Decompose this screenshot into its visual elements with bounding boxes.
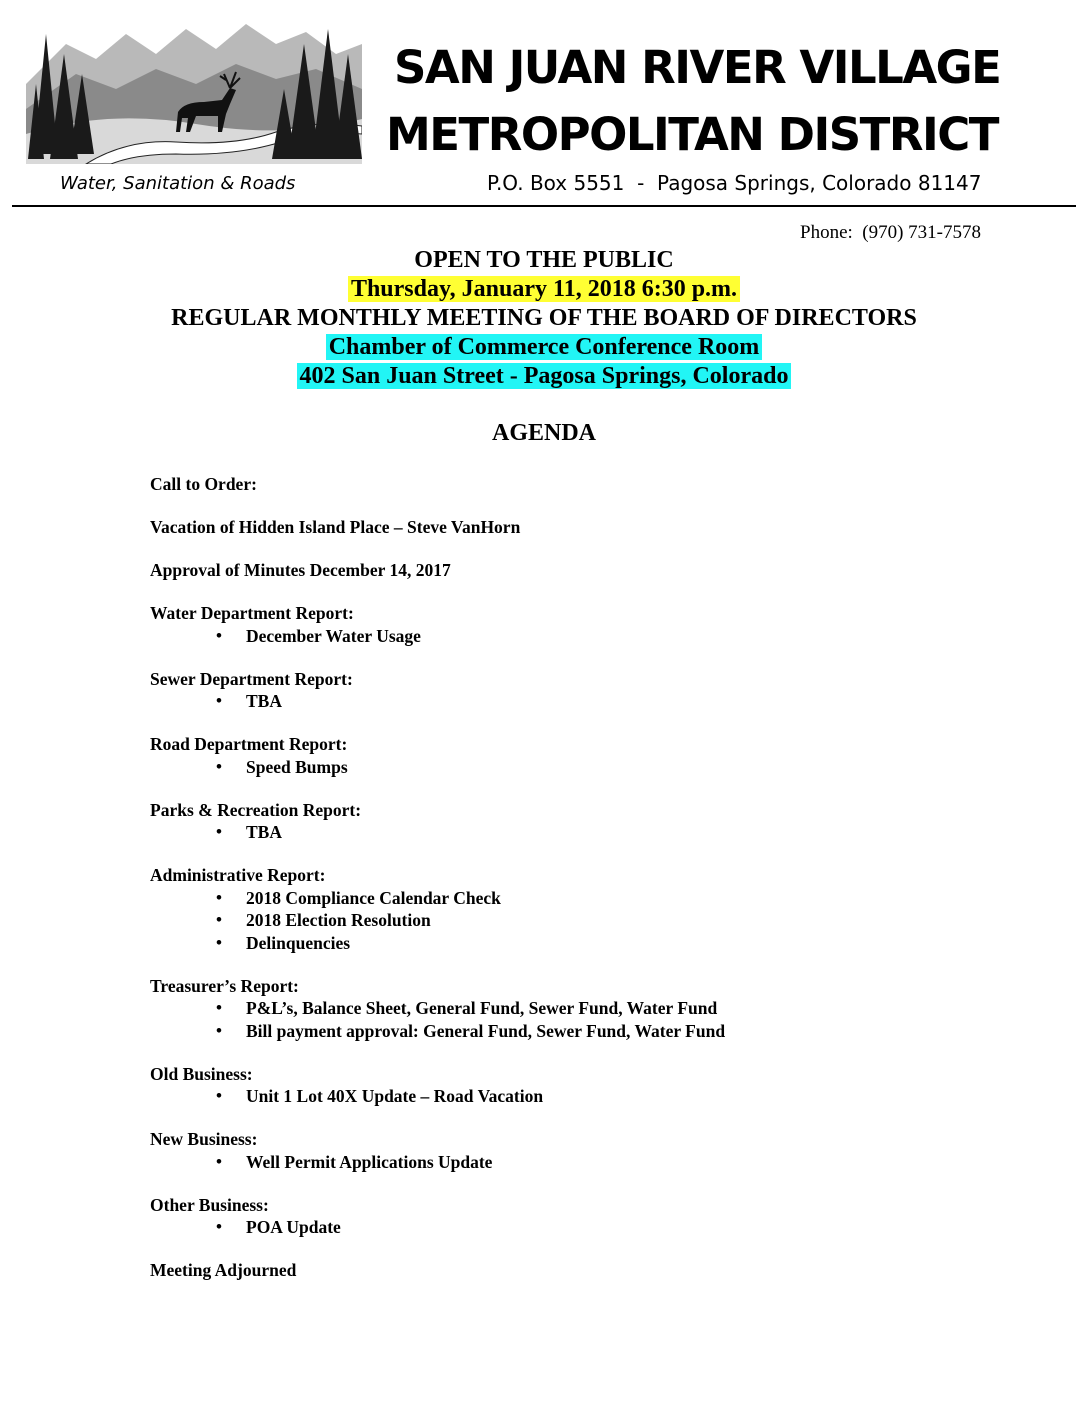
bullet-icon: • — [216, 756, 222, 776]
bullet-icon: • — [216, 887, 222, 907]
agenda-section-title: Old Business: — [150, 1063, 253, 1084]
agenda-section — [150, 799, 1030, 844]
open-to-public-heading — [0, 246, 1088, 274]
header-divider — [12, 205, 1076, 207]
agenda-bullet-item — [150, 756, 1030, 779]
meeting-date-line — [0, 275, 1088, 303]
agenda-section — [150, 1128, 1030, 1173]
meeting-date-text: Thursday, January 11, 2018 6:30 p.m. — [348, 276, 740, 302]
agenda-section-title: Treasurer’s Report: — [150, 975, 299, 996]
open-to-public-text: OPEN TO THE PUBLIC — [414, 247, 674, 273]
agenda-item-text: Delinquencies — [246, 932, 351, 953]
agenda-section — [150, 668, 1030, 713]
agenda-section — [150, 473, 1030, 496]
tagline: Water, Sanitation & Roads — [60, 173, 296, 194]
agenda-heading — [0, 419, 1088, 447]
agenda-section-title: Meeting Adjourned — [150, 1260, 297, 1280]
agenda-section-title: New Business: — [150, 1129, 258, 1149]
agenda-item-text: TBA — [246, 691, 282, 711]
agenda-section-title: Water Department Report: — [150, 603, 354, 623]
agenda-item-text: 2018 Compliance Calendar Check — [246, 887, 501, 908]
agenda-section — [150, 1194, 1030, 1239]
agenda-section — [150, 864, 1030, 954]
org-name-line1: SAN JUAN RIVER VILLAGE — [394, 41, 1001, 94]
bullet-icon: • — [216, 1151, 222, 1171]
agenda-item-text: TBA — [246, 822, 282, 842]
agenda-item-text: Bill payment approval: General Fund, Sewer Fund, Water Fund — [246, 1020, 726, 1041]
agenda-bullet-item — [150, 909, 1030, 932]
agenda-bullet-item — [150, 821, 1030, 844]
meeting-room-line — [0, 333, 1088, 361]
agenda-bullet-item — [150, 887, 1030, 910]
meeting-type-line — [0, 304, 1088, 332]
mailing-address: P.O. Box 5551 - Pagosa Springs, Colorado 81147 — [487, 171, 982, 195]
agenda-heading-text: AGENDA — [491, 420, 596, 446]
agenda-section — [150, 516, 1030, 539]
agenda-bullet-item — [150, 1216, 1030, 1239]
agenda-bullet-item — [150, 997, 1030, 1020]
agenda-item-text: December Water Usage — [246, 625, 421, 646]
agenda-section — [150, 1063, 1030, 1108]
agenda-section — [150, 975, 1030, 1043]
agenda-section-title: Approval of Minutes December 14, 2017 — [150, 560, 451, 580]
agenda-bullet-item — [150, 1151, 1030, 1174]
agenda-bullet-item — [150, 932, 1030, 955]
bullet-icon: • — [216, 1217, 222, 1236]
meeting-address-text: 402 San Juan Street - Pagosa Springs, Colorado — [297, 363, 792, 389]
agenda-bullet-item — [150, 690, 1030, 713]
agenda-item-text: POA Update — [246, 1217, 341, 1237]
agenda-section-title: Administrative Report: — [150, 865, 326, 885]
agenda-item-text: Unit 1 Lot 40X Update – Road Vacation — [246, 1086, 544, 1106]
bullet-icon: • — [216, 910, 222, 929]
agenda-section-title: Road Department Report: — [150, 734, 348, 754]
meeting-address-line — [0, 362, 1088, 390]
bullet-icon: • — [216, 1020, 222, 1040]
org-name-line2: METROPOLITAN DISTRICT — [386, 108, 998, 161]
bullet-icon: • — [216, 625, 222, 645]
agenda-item-text: Well Permit Applications Update — [246, 1151, 493, 1172]
meeting-type-text: REGULAR MONTHLY MEETING OF THE BOARD OF DIRECTORS — [171, 305, 917, 331]
agenda-section — [150, 1259, 1030, 1282]
agenda-item-text: Speed Bumps — [246, 756, 348, 777]
bullet-icon: • — [216, 932, 222, 952]
agenda-section — [150, 559, 1030, 582]
agenda-section-title: Call to Order: — [150, 474, 257, 494]
agenda-bullet-item — [150, 1020, 1030, 1043]
agenda-list — [150, 473, 1030, 1302]
agenda-section-title: Sewer Department Report: — [150, 668, 353, 689]
bullet-icon: • — [216, 998, 222, 1017]
bullet-icon: • — [216, 822, 222, 841]
agenda-bullet-item — [150, 1085, 1030, 1108]
agenda-bullet-item — [150, 625, 1030, 648]
phone-number: Phone: (970) 731-7578 — [800, 222, 982, 243]
agenda-item-text: P&L’s, Balance Sheet, General Fund, Sewer Fund, Water Fund — [246, 998, 718, 1018]
agenda-section — [150, 733, 1030, 778]
agenda-section — [150, 602, 1030, 647]
bullet-icon: • — [216, 1086, 222, 1105]
district-logo — [26, 14, 362, 164]
agenda-section-title: Parks & Recreation Report: — [150, 799, 362, 820]
meeting-room-text: Chamber of Commerce Conference Room — [326, 334, 763, 360]
bullet-icon: • — [216, 691, 222, 710]
agenda-section-title: Other Business: — [150, 1194, 269, 1215]
agenda-section-title: Vacation of Hidden Island Place – Steve VanHorn — [150, 517, 521, 537]
agenda-item-text: 2018 Election Resolution — [246, 910, 431, 930]
